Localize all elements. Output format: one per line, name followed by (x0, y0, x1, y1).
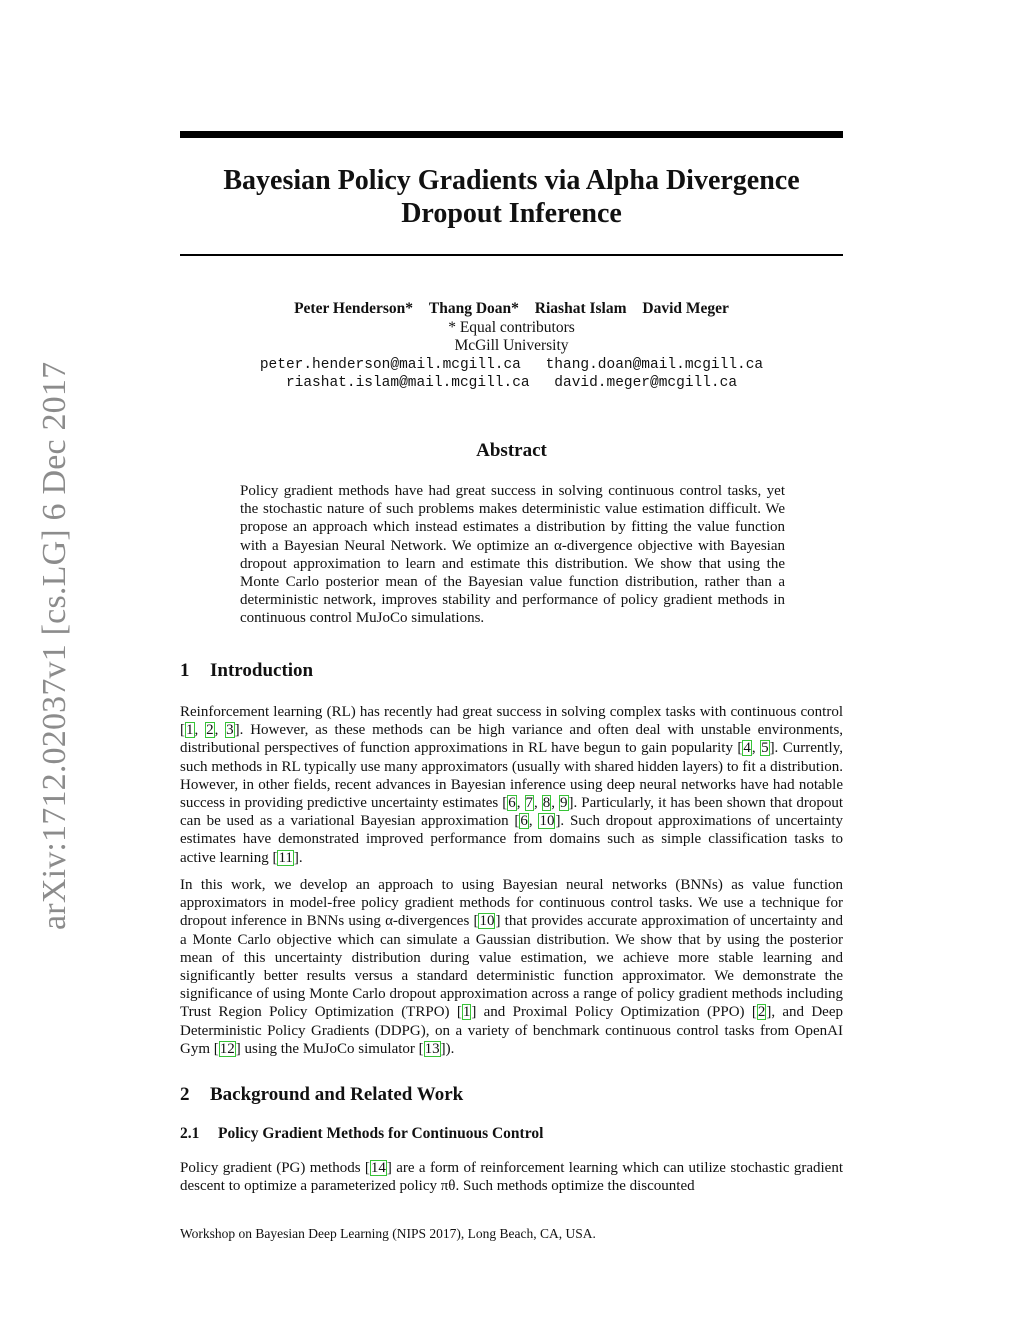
title-line-2: Dropout Inference (401, 198, 622, 229)
subsection-number: 2.1 (180, 1125, 200, 1142)
abstract-heading: Abstract (476, 440, 547, 461)
affiliation: McGill University (454, 337, 569, 354)
citation-link[interactable]: 12 (219, 1040, 235, 1057)
title-rule-bottom (180, 254, 843, 256)
citation-link[interactable]: 14 (370, 1160, 386, 1176)
section-heading-introduction (180, 660, 313, 682)
citation-link[interactable]: 10 (479, 913, 495, 930)
author-name: Thang Doan* (428, 300, 519, 317)
email-line-2 (180, 374, 843, 393)
email-link[interactable]: thang.doan@mail.mcgill.ca (545, 356, 764, 373)
title-rule-top (180, 131, 843, 138)
author-names (180, 300, 843, 319)
citation-link[interactable]: 10 (539, 813, 555, 830)
citation-link[interactable]: 3 (226, 722, 234, 739)
intro-paragraph-2: In this work, we develop an approach to using Bayesian neural networks (BNNs) as value function approximators in model-free policy gradient methods for continuous control tasks. We use a technique for dropout inference in BNNs using α-divergences [10] that provides accurate approximation of uncertainty and a Monte Carlo objective which can simulate a Gaussian distribution. We show that by using the posterior mean of this uncertainty distribution during value estimation, we achieve more stable learning and significantly better results versus a standard deterministic function approximator. We demonstrate the significance of using Monte Carlo dropout approximation across a range of policy gradient methods including Trust Region Policy Optimization (TRPO) [1] and Proximal Policy Optimization (PPO) [2], and Deep Deterministic Policy Gradients (DDPG), on a variety of benchmark continuous control tasks from OpenAI Gym [12] using the MuJoCo simulator [13]). (180, 877, 844, 1057)
citation-link[interactable]: 5 (761, 740, 769, 757)
citation-link[interactable]: 6 (508, 795, 516, 812)
subsection-title: Policy Gradient Methods for Continuous Control (218, 1125, 544, 1142)
citation-link[interactable]: 13 (424, 1040, 440, 1057)
arxiv-sidebar (6, 360, 73, 930)
citation-link[interactable]: 8 (542, 795, 551, 812)
citation-link[interactable]: 2 (757, 1004, 766, 1021)
footnote-venue: Workshop on Bayesian Deep Learning (NIPS 2017), Long Beach, CA, USA. (180, 1226, 596, 1241)
email-line-1 (180, 356, 843, 375)
arxiv-stamp: arXiv:1712.02037v1 [cs.LG] 6 Dec 2017 (36, 361, 73, 930)
abstract-text: Policy gradient methods have had great success in solving continuous control tasks, yet the stochastic nature of such problems makes deterministic value estimation difficult. We propose an approach which instead estimates a distribution by fitting the value function with a Bayesian Neural Network. We optimize an α-divergence objective with Bayesian dropout approximation to learn and estimate this distribution. We show that using the Monte Carlo posterior mean of the Bayesian value function distribution, rather than a deterministic network, improves stability and performance of policy gradient methods in continuous control MuJoCo simulations. (240, 483, 785, 627)
equal-contribution-note: * Equal contributors (448, 318, 575, 336)
paper-title (180, 164, 843, 230)
citation-link[interactable]: 2 (206, 722, 214, 739)
author-name: David Meger (642, 300, 729, 317)
citation-link[interactable]: 4 (743, 740, 751, 757)
intro-paragraph-1: Reinforcement learning (RL) has recently had great success in solving complex tasks with continuous control [1, 2, 3]. However, as these methods can be high variance and often deal with unstable environments, distributional perspectives of function approximations in RL have begun to gain popularity [4, 5]. Currently, such methods in RL typically use many approximators (usually with shared hidden layers) to fit a distribution. However, in other fields, recent advances in Bayesian inference using deep neural networks have had notable success in providing predictive uncertainty estimates [6, 7, 8, 9]. Particularly, it has been shown that dropout can be used as a variational Bayesian approximation [6, 10]. Such dropout approximations of uncertainty estimates have demonstrated improved performance from domains such as simple classification tasks to active learning [11]. (180, 704, 844, 866)
citation-link[interactable]: 9 (560, 795, 568, 812)
background-paragraph-1: Policy gradient (PG) methods [14] are a form of reinforcement learning which can utilize stochastic gradient descent to optimize a parameterized policy πθ. Such methods optimize the discounted (180, 1160, 843, 1195)
author-name: Riashat Islam (534, 300, 627, 317)
author-block (180, 300, 843, 393)
section-number: 2 (180, 1084, 190, 1105)
title-line-1: Bayesian Policy Gradients via Alpha Divergence (223, 165, 800, 196)
email-link[interactable]: riashat.islam@mail.mcgill.ca (285, 375, 530, 391)
section-heading-background (180, 1084, 463, 1106)
citation-link[interactable]: 6 (520, 813, 528, 830)
section-title: Introduction (210, 660, 314, 681)
subsection-heading-policy-gradient (180, 1125, 543, 1143)
email-link[interactable]: peter.henderson@mail.mcgill.ca (259, 356, 521, 373)
email-link[interactable]: david.meger@mcgill.ca (554, 375, 738, 391)
author-name: Peter Henderson* (294, 300, 414, 317)
section-title: Background and Related Work (210, 1084, 464, 1105)
citation-link[interactable]: 11 (278, 849, 293, 866)
citation-link[interactable]: 7 (525, 795, 534, 812)
section-number: 1 (180, 660, 190, 681)
citation-link[interactable]: 1 (186, 722, 194, 739)
citation-link[interactable]: 1 (462, 1004, 471, 1021)
